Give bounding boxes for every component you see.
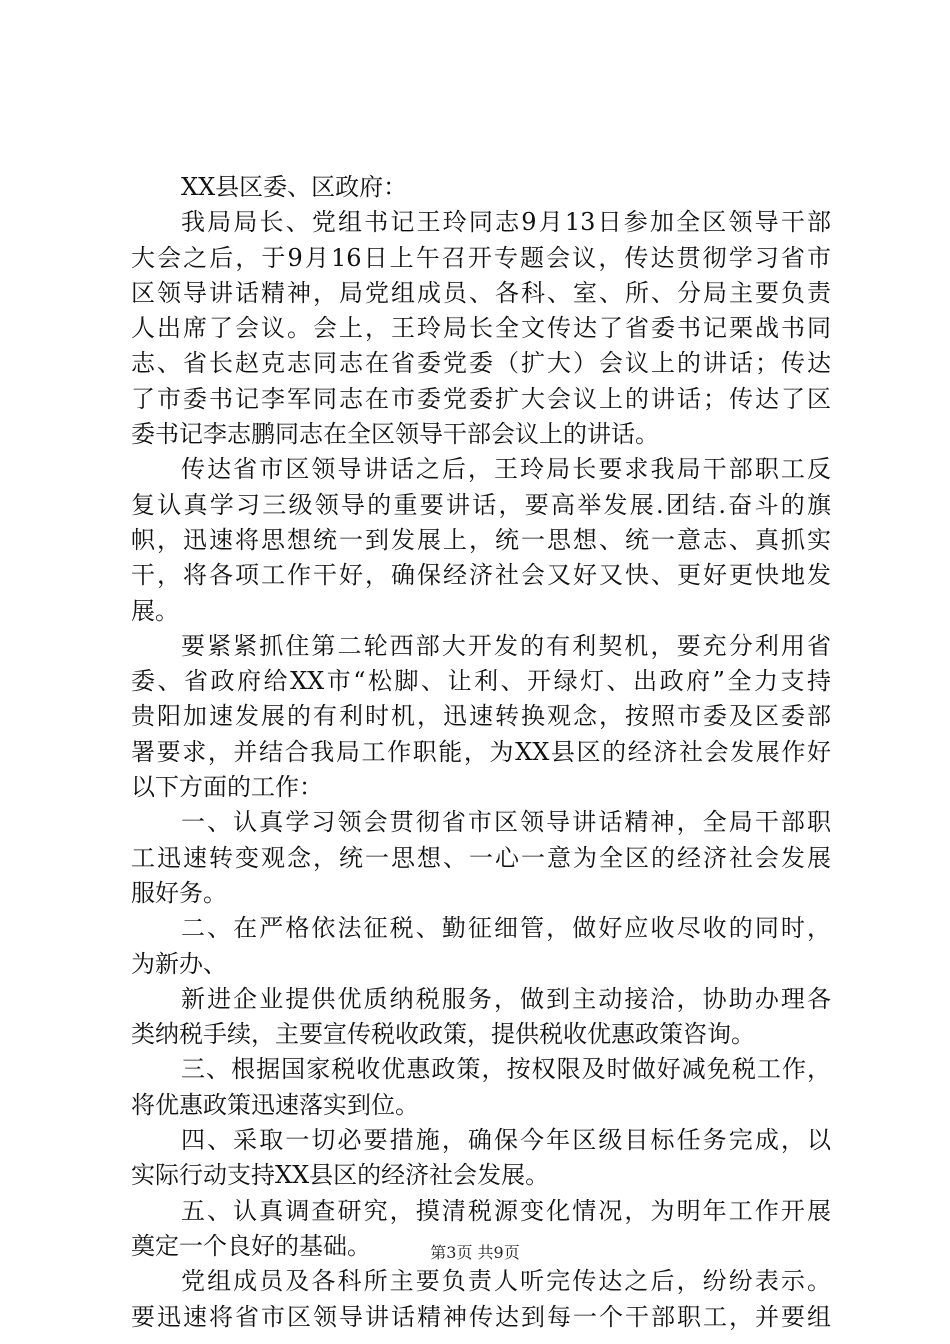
text-line: 委书记李志鹏同志在全区领导干部会议上的讲话。 [131,420,659,449]
text-line: 大会之后，于9月16日上午召开专题会议，传达贯彻学习省市 [131,243,831,272]
text-line: 新进企业提供优质纳税服务，做到主动接洽，协助办理各 [181,984,831,1013]
text-line: 奠定一个良好的基础。 [131,1231,371,1260]
text-line: 传达省市区领导讲话之后，王玲局长要求我局干部职工反 [181,455,831,484]
text-line: 区领导讲话精神，局党组成员、各科、室、所、分局主要负责 [131,278,831,307]
text-line: 实际行动支持XX县区的经济社会发展。 [131,1161,550,1190]
text-line: 二、在严格依法征税、勤征细管，做好应收尽收的同时， [181,914,831,943]
document-body [131,170,831,1335]
text-line: 为新办、 [131,949,227,978]
text-line: 了市委书记李军同志在市委党委扩大会议上的讲话；传达了区 [131,384,831,413]
text-line: XX县区委、区政府： [181,173,408,201]
text-line: 一、认真学习领会贯彻省市区领导讲话精神，全局干部职 [181,808,831,837]
text-line: 服好务。 [131,878,227,907]
text-line: 展。 [131,596,179,625]
text-line: 贵阳加速发展的有利时机，迅速转换观念，按照市委及区委部 [131,702,831,731]
text-line: 要迅速将省市区领导讲话精神传达到每一个干部职工，并要组 [131,1302,831,1331]
text-line: 复认真学习三级领导的重要讲话，要高举发展.团结.奋斗的旗 [131,490,831,519]
text-line: 工迅速转变观念，统一思想、一心一意为全区的经济社会发展 [131,843,831,872]
text-line: 干，将各项工作干好，确保经济社会又好又快、更好更快地发 [131,561,831,590]
text-line: 将优惠政策迅速落实到位。 [131,1090,419,1119]
text-line: 五、认真调查研究，摸清税源变化情况，为明年工作开展 [181,1196,831,1225]
text-line: 志、省长赵克志同志在省委党委（扩大）会议上的讲话；传达 [131,349,831,378]
text-line: 人出席了会议。会上，王玲局长全文传达了省委书记栗战书同 [131,314,831,343]
text-line: 署要求，并结合我局工作职能，为XX县区的经济社会发展作好 [131,737,831,766]
text-line: 三、根据国家税收优惠政策，按权限及时做好减免税工作， [181,1055,831,1084]
text-line: 党组成员及各科所主要负责人听完传达之后，纷纷表示。 [181,1267,831,1296]
text-line: 我局局长、党组书记王玲同志9月13日参加全区领导干部 [181,208,831,237]
text-line: 委、省政府给XX市“松脚、让利、开绿灯、出政府”全力支持 [131,667,831,696]
text-line: 要紧紧抓住第二轮西部大开发的有利契机，要充分利用省 [181,631,831,660]
page-footer: 第3页 共9页 [430,1243,520,1262]
text-line: 四、采取一切必要措施，确保今年区级目标任务完成，以 [181,1126,831,1155]
text-line: 以下方面的工作： [131,773,323,802]
text-line: 类纳税手续，主要宣传税收政策，提供税收优惠政策咨询。 [131,1020,755,1049]
text-line: 帜，迅速将思想统一到发展上，统一思想、统一意志、真抓实 [131,525,831,554]
